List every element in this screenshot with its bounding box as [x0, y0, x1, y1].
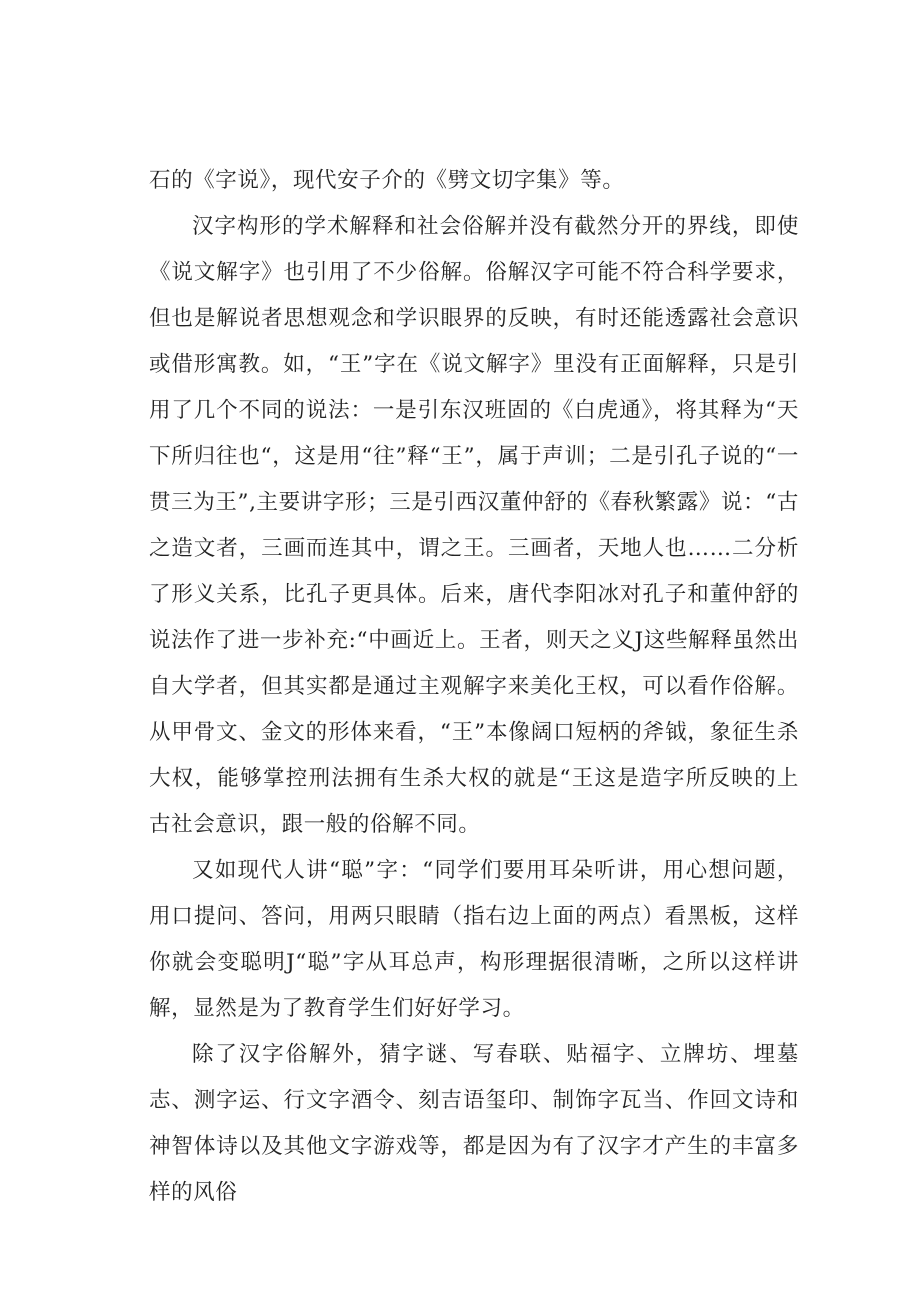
paragraph-folk-interpretation: 汉字构形的学术解释和社会俗解并没有截然分开的界线，即使《说文解字》也引用了不少俗解。俗解汉字可能不符合科学要求，但也是解说者思想观念和学识眼界的反映，有时还能透露社会意识或借形寓教。如，“王”字在《说文解字》里没有正面解释，只是引用了几个不同的说法：一是引东汉班固的《白虎通》，将其释为“天下所归往也“，这是用“往”释“王”，属于声训；二是引孔子说的“一贯三为王”,主要讲字形；三是引西汉董仲舒的《春秋繁露》说：“古之造文者，三画而连其中，谓之王。三画者，天地人也……二分析了形义关系，比孔子更具体。后来，唐代李阳冰对孔子和董仲舒的说法作了进一步补充:“中画近上。王者，则天之义J这些解释虽然出自大学者，但其实都是通过主观解字来美化王权，可以看作俗解。从甲骨文、金文的形体来看，“王”本像阔口短柄的斧钺，象征生杀大权，能够掌控刑法拥有生杀大权的就是“王这是造字所反映的上古社会意识，跟一般的俗解不同。	[149, 214, 799, 837]
paragraph-customs: 除了汉字俗解外，猜字谜、写春联、贴福字、立牌坊、埋墓志、测字运、行文字酒令、刻吉语玺印、制饰字瓦当、作回文诗和神智体诗以及其他文字游戏等，都是因为有了汉字才产生的丰富多样的风俗	[149, 1042, 799, 1205]
paragraph-cong-example: 又如现代人讲“聪”字：“同学们要用耳朵听讲，用心想问题，用口提问、答问，用两只眼睛（指右边上面的两点）看黑板，这样你就会变聪明J“聪”字从耳总声，构形理据很清晰，之所以这样讲解，显然是为了教育学生们好好学习。	[149, 858, 799, 1021]
body-text	[149, 158, 799, 1216]
paragraph-continuation: 石的《字说》，现代安子介的《劈文切字集》等。	[149, 168, 625, 193]
